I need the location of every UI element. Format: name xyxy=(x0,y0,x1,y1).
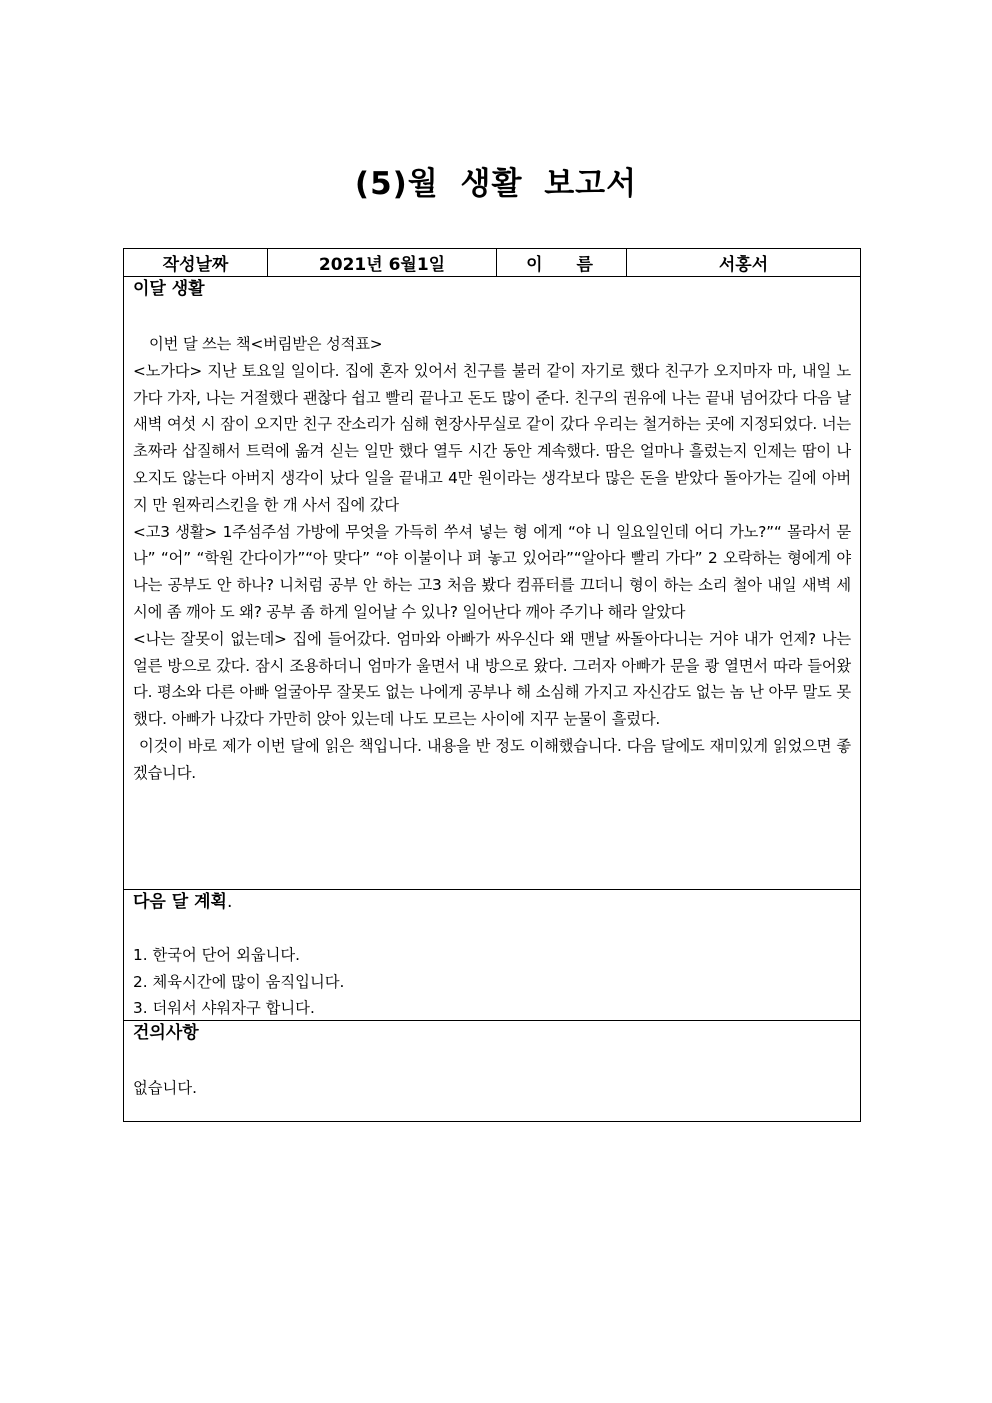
closing-paragraph: 이것이 바로 제가 이번 달에 읽은 책입니다. 내용을 반 정도 이해했습니다. 다음 달에도 재미있게 읽었으면 좋겠습니다. xyxy=(133,736,851,782)
story-paragraph-3: <나는 잘못이 없는데> 집에 들어갔다. 엄마와 아빠가 싸우신다 왜 맨날 싸돌아다니는 거야 내가 언제? 나는 얼른 방으로 갔다. 잠시 조용하더니 엄마가 울면서 내 방으로 왔다. 그러자 아빠가 문을 쾅 열면서 따라 들어왔다. 평소와 다른 아빠 얼굴아무 잘못도 없는 나에게 공부나 해 소심해 가지고 자신감도 없는 놈 난 아무 말도 못 했다. 아빠가 나갔다 가만히 앉아 있는데 나도 모르는 사이에 지꾸 눈물이 흘렀다. xyxy=(133,629,851,729)
story-paragraph-2: <고3 생활> 1주섬주섬 가방에 무엇을 가득히 쑤셔 넣는 형 에게 “야 니 일요일인데 어디 가노?”“ 몰라서 묻나” “어” “학원 간다이가”“아 맞다” “야 이불이나 펴 놓고 있어라”“알아다 빨리 가다” 2 오락하는 형에게 야 나는 공부도 안 하나? 니처럼 공부 안 하는 고3 처음 봤다 컴퓨터를 끄더니 형이 하는 소리 철아 내일 새벽 세 시에 좀 깨아 도 왜? 공부 좀 하게 일어날 수 있나? 일어난다 깨아 주기나 해라 알았다 xyxy=(133,522,851,621)
page-title: (5)월 생활 보고서 xyxy=(354,166,638,202)
plan-list xyxy=(133,942,851,1022)
report-table xyxy=(123,248,861,1122)
header-row xyxy=(124,249,860,277)
next-month-section xyxy=(124,890,860,1021)
suggestions-section xyxy=(124,1021,860,1121)
date-value: 2021년 6월1일 xyxy=(268,249,497,276)
date-label: 작성날짜 xyxy=(124,249,268,276)
this-month-title: 이달 생활 xyxy=(133,279,205,299)
this-month-body xyxy=(133,331,851,787)
next-month-title-suffix: . xyxy=(226,892,233,912)
suggestions-title: 건의사항 xyxy=(133,1023,199,1043)
plan-item: 3. 더워서 샤워자구 합니다. xyxy=(133,999,315,1017)
story-paragraph-1: <노가다> 지난 토요일 일이다. 집에 혼자 있어서 친구를 불러 같이 자기로 했다 친구가 오지마자 마, 내일 노가다 가자, 나는 거절했다 괜찮다 쉽고 빨리 끝나고 돈도 많이 준다. 친구의 권유에 나는 끝내 넘어갔다 다음 날 새벽 여섯 시 잠이 오지만 친구 잔소리가 심해 현장사무실로 같이 갔다 우리는 철거하는 곳에 지정되었다. 너는 초짜라 삽질해서 트럭에 옮겨 싣는 일만 했다 열두 시간 동안 계속했다. 땀은 얼마나 흘렀는지 인제는 땀이 나오지도 않는다 아버지 생각이 났다 일을 끝내고 4만 원이라는 생각보다 많은 돈을 받았다 돌아가는 길에 아버지 만 원짜리스킨을 한 개 사서 집에 갔다 xyxy=(133,361,851,514)
suggestions-text: 없습니다. xyxy=(133,1079,197,1097)
book-title-line: 이번 달 쓰는 책<버림받은 성적표> xyxy=(149,335,383,353)
plan-item: 2. 체육시간에 많이 움직입니다. xyxy=(133,972,345,991)
name-label: 이 름 xyxy=(497,249,627,276)
name-value: 서홍서 xyxy=(718,255,769,275)
next-month-title-text: 다음 달 계획 xyxy=(133,892,227,912)
this-month-section xyxy=(124,277,860,890)
next-month-title xyxy=(133,890,851,913)
plan-item: 1. 한국어 단어 외웁니다. xyxy=(133,946,301,964)
